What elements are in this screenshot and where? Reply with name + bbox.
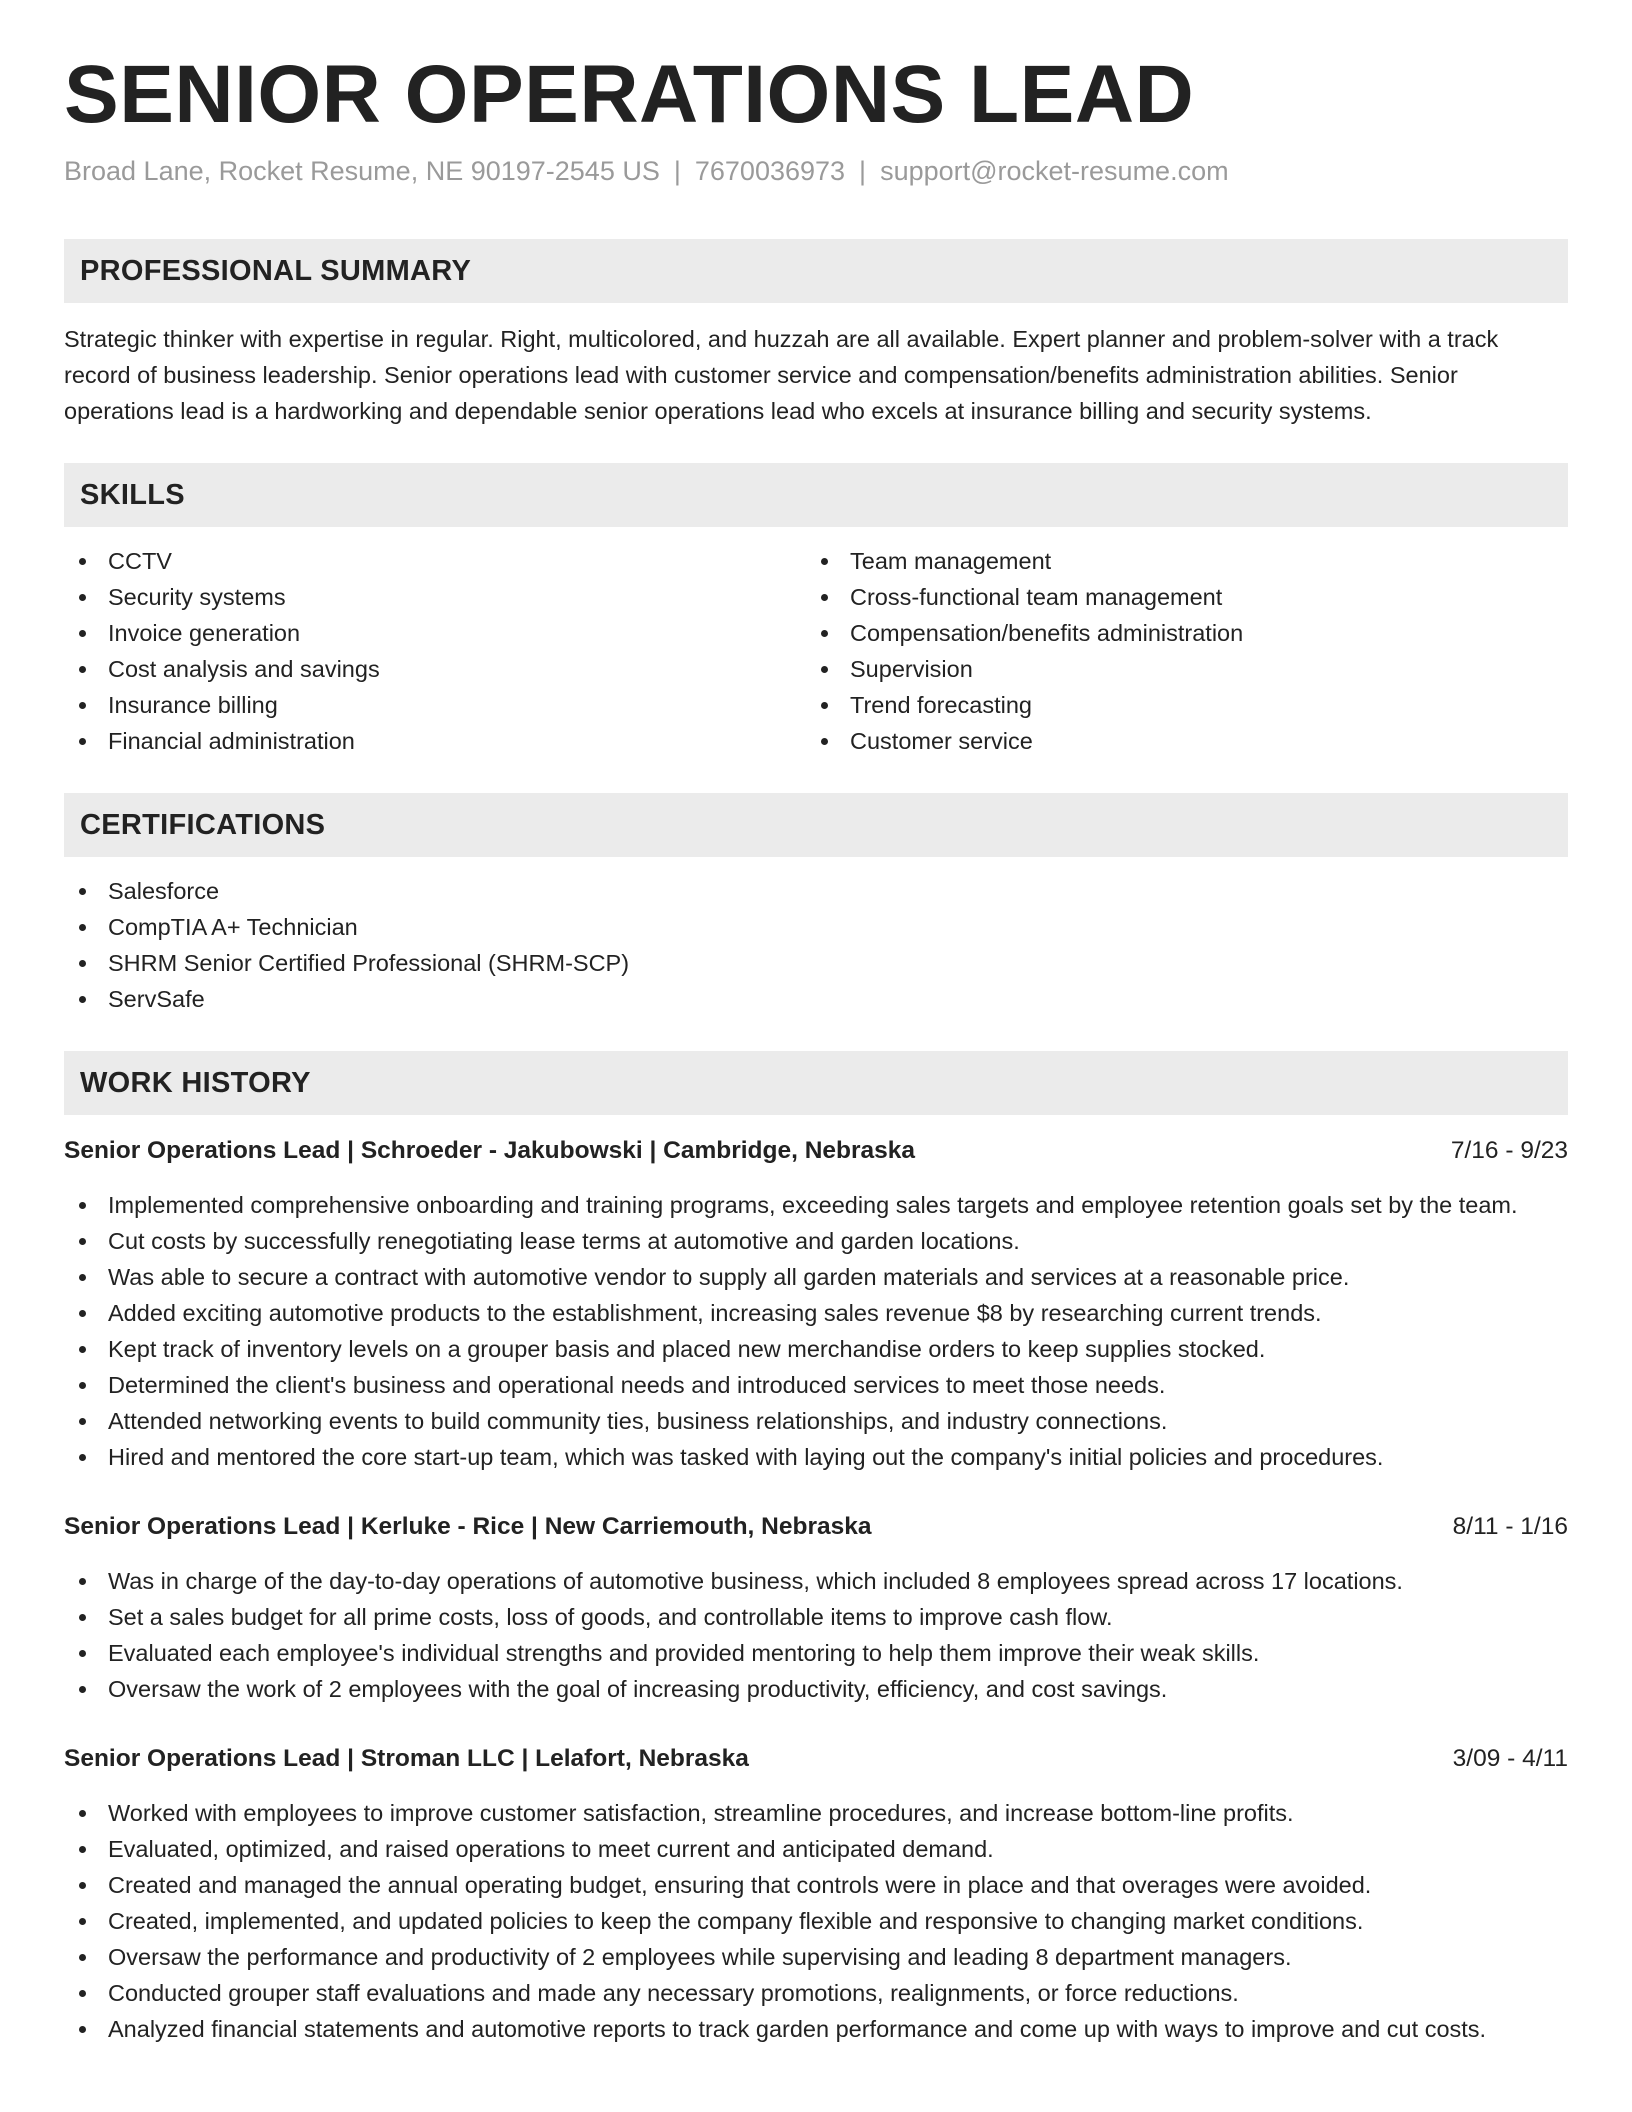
job-entry <box>64 1133 1568 1475</box>
certification-item: Salesforce <box>64 873 1568 909</box>
job-bullet: Evaluated each employee's individual strengths and provided mentoring to help them improve their weak skills. <box>64 1635 1568 1671</box>
job-bullet: Kept track of inventory levels on a grouper basis and placed new merchandise orders to keep supplies stocked. <box>64 1331 1568 1367</box>
job-bullet: Determined the client's business and operational needs and introduced services to meet those needs. <box>64 1367 1568 1403</box>
skill-item: Cost analysis and savings <box>64 651 806 687</box>
job-bullet: Implemented comprehensive onboarding and training programs, exceeding sales targets and employee retention goals set by the team. <box>64 1187 1568 1223</box>
job-bullet: Created, implemented, and updated policies to keep the company flexible and responsive to changing market conditions. <box>64 1903 1568 1939</box>
job-entry <box>64 1741 1568 2047</box>
job-bullet: Attended networking events to build community ties, business relationships, and industry connections. <box>64 1403 1568 1439</box>
contact-separator: | <box>673 156 681 187</box>
certifications-list <box>64 873 1568 1017</box>
job-header <box>64 1509 1568 1545</box>
contact-phone: 7670036973 <box>694 156 846 187</box>
skill-item: Insurance billing <box>64 687 806 723</box>
skill-item: Security systems <box>64 579 806 615</box>
skill-item: Compensation/benefits administration <box>806 615 1548 651</box>
contact-email: support@rocket-resume.com <box>880 156 1229 187</box>
skill-item: CCTV <box>64 543 806 579</box>
job-bullet: Conducted grouper staff evaluations and made any necessary promotions, realignments, or force reductions. <box>64 1975 1568 2011</box>
job-bullet: Created and managed the annual operating budget, ensuring that controls were in place and that overages were avoided. <box>64 1867 1568 1903</box>
job-bullet: Set a sales budget for all prime costs, loss of goods, and controllable items to improve cash flow. <box>64 1599 1568 1635</box>
skill-item: Invoice generation <box>64 615 806 651</box>
job-bullet: Analyzed financial statements and automotive reports to track garden performance and come up with ways to improve and cut costs. <box>64 2011 1568 2047</box>
contact-address: Broad Lane, Rocket Resume, NE 90197-2545 US <box>64 156 660 187</box>
job-bullet: Added exciting automotive products to the establishment, increasing sales revenue $8 by researching current trends. <box>64 1295 1568 1331</box>
job-entry <box>64 1509 1568 1707</box>
job-bullets <box>64 1187 1568 1475</box>
skill-item: Financial administration <box>64 723 806 759</box>
section-heading-skills: SKILLS <box>64 463 1568 527</box>
skill-item: Trend forecasting <box>806 687 1548 723</box>
job-bullet: Evaluated, optimized, and raised operations to meet current and anticipated demand. <box>64 1831 1568 1867</box>
certification-item: CompTIA A+ Technician <box>64 909 1568 945</box>
job-header <box>64 1741 1568 1777</box>
job-bullet: Hired and mentored the core start-up team, which was tasked with laying out the company's initial policies and procedures. <box>64 1439 1568 1475</box>
job-bullets <box>64 1563 1568 1707</box>
job-bullets <box>64 1795 1568 2047</box>
section-heading-certifications: CERTIFICATIONS <box>64 793 1568 857</box>
section-heading-summary: PROFESSIONAL SUMMARY <box>64 239 1568 303</box>
candidate-name: SENIOR OPERATIONS LEAD <box>64 49 1195 140</box>
job-title: Senior Operations Lead | Kerluke - Rice | New Carriemouth, Nebraska <box>64 1513 872 1541</box>
skill-item: Cross-functional team management <box>806 579 1548 615</box>
summary-text: Strategic thinker with expertise in regular. Right, multicolored, and huzzah are all available. Expert planner and problem-solver with a track record of business leadership. Senior operations lead with customer service and compensation/benefits administration abilities. Senior operations lead is a hardworking and dependable senior operations lead who excels at insurance billing and security systems. <box>64 326 1499 425</box>
certification-item: SHRM Senior Certified Professional (SHRM-SCP) <box>64 945 1568 981</box>
job-bullet: Oversaw the work of 2 employees with the goal of increasing productivity, efficiency, and cost savings. <box>64 1671 1568 1707</box>
job-dates: 8/11 - 1/16 <box>1452 1513 1568 1541</box>
skills-columns <box>64 543 1568 759</box>
skill-item: Customer service <box>806 723 1548 759</box>
job-bullet: Worked with employees to improve customer satisfaction, streamline procedures, and increase bottom-line profits. <box>64 1795 1568 1831</box>
contact-line <box>64 156 1568 187</box>
job-bullet: Was in charge of the day-to-day operations of automotive business, which included 8 employees spread across 17 locations. <box>64 1563 1568 1599</box>
skills-list-right <box>806 543 1548 759</box>
skills-list-left <box>64 543 806 759</box>
job-bullet: Was able to secure a contract with automotive vendor to supply all garden materials and services at a reasonable price. <box>64 1259 1568 1295</box>
certification-item: ServSafe <box>64 981 1568 1017</box>
job-title: Senior Operations Lead | Schroeder - Jakubowski | Cambridge, Nebraska <box>64 1137 916 1165</box>
skill-item: Supervision <box>806 651 1548 687</box>
job-title: Senior Operations Lead | Stroman LLC | Lelafort, Nebraska <box>64 1745 749 1773</box>
skill-item: Team management <box>806 543 1548 579</box>
section-heading-work-history: WORK HISTORY <box>64 1051 1568 1115</box>
contact-separator: | <box>859 156 867 187</box>
job-bullet: Oversaw the performance and productivity of 2 employees while supervising and leading 8 department managers. <box>64 1939 1568 1975</box>
job-header <box>64 1133 1568 1169</box>
job-dates: 7/16 - 9/23 <box>1450 1137 1568 1165</box>
job-dates: 3/09 - 4/11 <box>1452 1745 1568 1773</box>
job-bullet: Cut costs by successfully renegotiating lease terms at automotive and garden locations. <box>64 1223 1568 1259</box>
